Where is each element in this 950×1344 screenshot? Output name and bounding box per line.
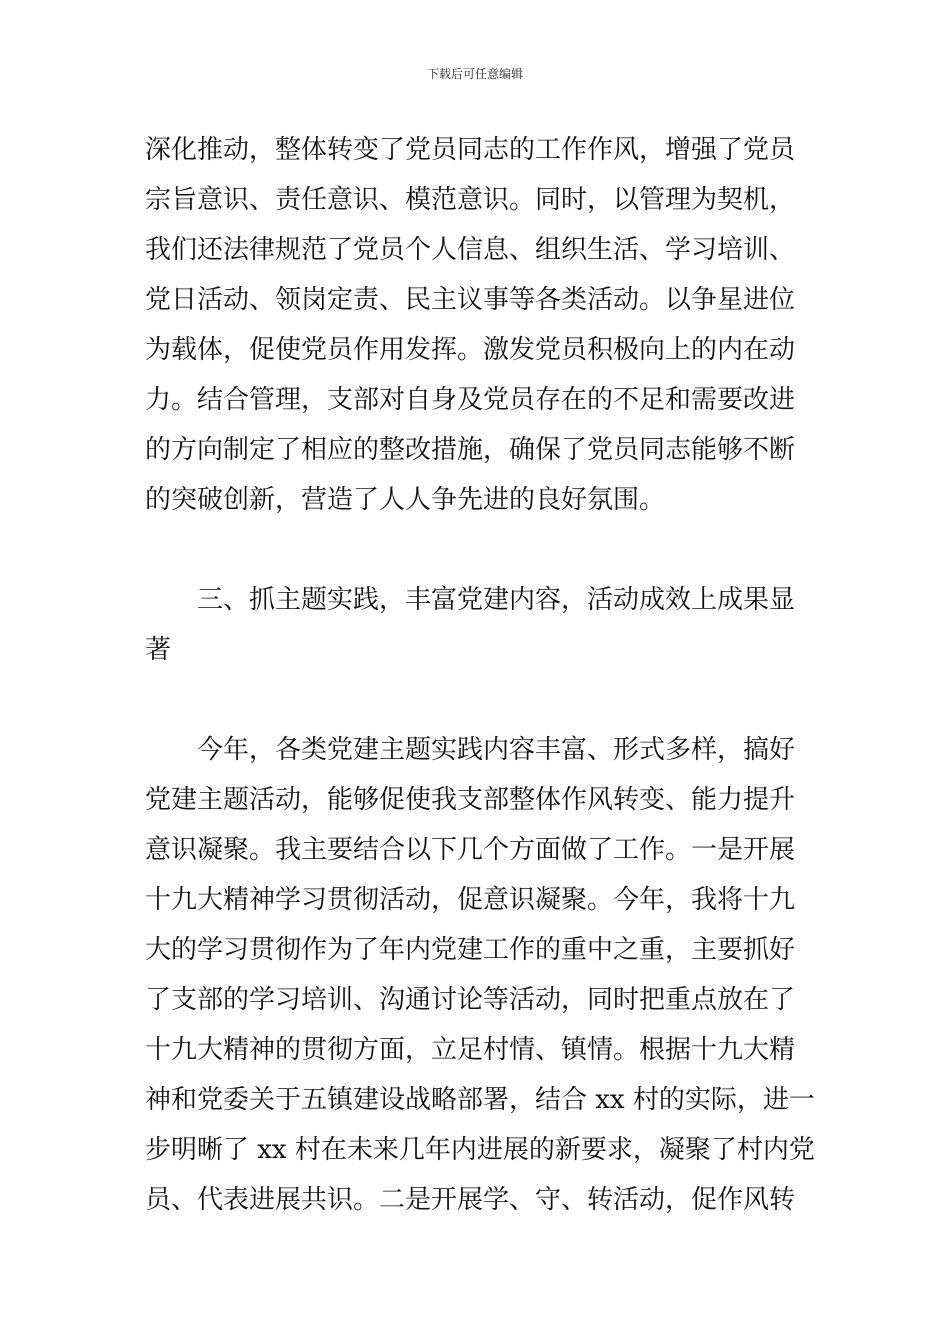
heading-line: 三、抓主题实践，丰富党建内容，活动成效上成果显 <box>197 585 796 615</box>
text-line: 十九大精神的贯彻方面，立足村情、镇情。根据十九大精 <box>145 1035 796 1065</box>
text-line: 大的学习贯彻作为了年内党建工作的重中之重，主要抓好 <box>145 935 796 965</box>
text-line: 意识凝聚。我主要结合以下几个方面做了工作。一是开展 <box>145 835 796 865</box>
text-line: 十九大精神学习贯彻活动，促意识凝聚。今年，我将十九 <box>145 885 796 915</box>
text-line: 的突破创新，营造了人人争先进的良好氛围。 <box>145 485 666 515</box>
text-line: 了支部的学习培训、沟通讨论等活动，同时把重点放在了 <box>145 985 796 1015</box>
text-line: 今年，各类党建主题实践内容丰富、形式多样，搞好 <box>197 735 796 765</box>
text-line: 的方向制定了相应的整改措施，确保了党员同志能够不断 <box>145 435 796 465</box>
page-header-note: 下载后可任意编辑 <box>426 67 523 81</box>
text-line: 员、代表进展共识。二是开展学、守、转活动，促作风转 <box>145 1185 796 1215</box>
text-line: 党建主题活动，能够促使我支部整体作风转变、能力提升 <box>145 785 796 815</box>
text-line: 神和党委关于五镇建设战略部署，结合 xx 村的实际，进一 <box>145 1085 815 1115</box>
text-line: 我们还法律规范了党员个人信息、组织生活、学习培训、 <box>145 235 796 265</box>
text-line: 党日活动、领岗定责、民主议事等各类活动。以争星进位 <box>145 285 796 315</box>
text-line: 为载体，促使党员作用发挥。激发党员积极向上的内在动 <box>145 335 796 365</box>
text-line: 宗旨意识、责任意识、模范意识。同时，以管理为契机， <box>145 185 796 215</box>
text-line: 步明晰了 xx 村在未来几年内进展的新要求，凝聚了村内党 <box>145 1135 815 1165</box>
text-line: 深化推动，整体转变了党员同志的工作作风，增强了党员 <box>145 135 796 165</box>
text-line: 力。结合管理，支部对自身及党员存在的不足和需要改进 <box>145 385 796 415</box>
heading-line: 著 <box>145 635 172 665</box>
